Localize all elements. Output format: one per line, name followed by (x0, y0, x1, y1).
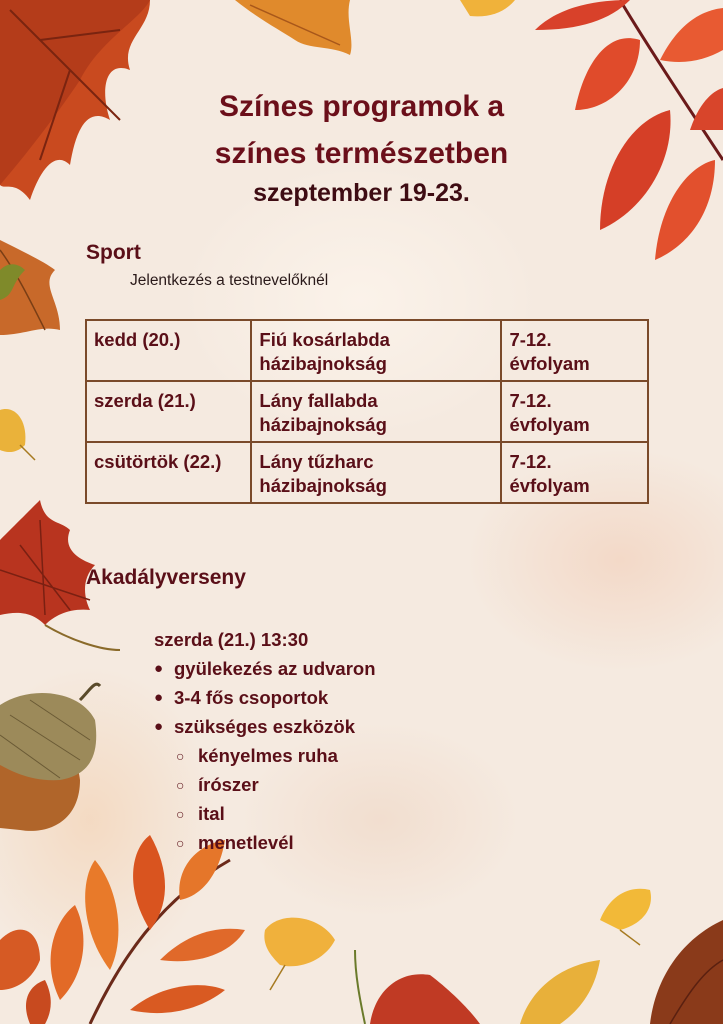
event-time: szerda (21.) 13:30 (154, 629, 309, 650)
sport-signup-note: Jelentkezés a testnevelőknél (130, 272, 329, 289)
grade-cell (501, 381, 648, 442)
table-row (86, 442, 648, 503)
list-item (154, 715, 376, 744)
list-item-text: kényelmes ruha (198, 745, 338, 766)
grade-label: évfolyam (509, 475, 590, 496)
obstacle-race-heading: Akadályverseny (86, 566, 246, 589)
day-cell: csütörtök (22.) (86, 442, 251, 503)
list-item-text: írószer (198, 774, 259, 795)
grade-range: 7-12. (509, 451, 552, 472)
list-item (154, 657, 376, 686)
list-item-text: szükséges eszközök (174, 716, 355, 737)
day-cell: szerda (21.) (86, 381, 251, 442)
list-item-text: ital (198, 803, 225, 824)
bullet-icon: ● (154, 689, 164, 706)
equipment-sublist (176, 744, 376, 860)
ginkgo-leaf-icon (264, 889, 723, 1024)
list-item-text: 3-4 fős csoportok (174, 687, 329, 708)
event-type: házibajnokság (259, 414, 387, 435)
event-type: házibajnokság (259, 475, 387, 496)
table-row (86, 381, 648, 442)
grade-cell (501, 320, 648, 381)
title-line-2: színes természetben (214, 137, 509, 170)
bullet-icon: ● (154, 660, 164, 677)
title-line-1: Színes programok a (218, 90, 505, 123)
list-item (176, 802, 376, 831)
ginkgo-leaf-icon (0, 409, 35, 460)
grade-cell (501, 442, 648, 503)
list-item (176, 744, 376, 773)
event-name: Fiú kosárlabda (259, 329, 390, 350)
maple-leaf-icon (0, 240, 60, 335)
event-name: Lány tűzharc (259, 451, 374, 472)
list-item (154, 686, 376, 715)
bullet-icon: ● (154, 718, 164, 735)
table-row (86, 320, 648, 381)
list-item-text: gyülekezés az udvaron (174, 658, 376, 679)
circle-bullet-icon: ○ (176, 806, 185, 822)
list-item (176, 831, 376, 860)
event-cell (251, 381, 501, 442)
event-type: házibajnokság (259, 353, 387, 374)
list-item (176, 773, 376, 802)
acorn-icon (0, 684, 100, 831)
item-list (154, 657, 376, 744)
event-name: Lány fallabda (259, 390, 378, 411)
obstacle-race-details (154, 628, 376, 860)
grade-label: évfolyam (509, 414, 590, 435)
event-cell (251, 320, 501, 381)
day-cell: kedd (20.) (86, 320, 251, 381)
maple-leaf-icon (235, 0, 515, 55)
sport-schedule-table (85, 319, 649, 504)
event-cell (251, 442, 501, 503)
grade-label: évfolyam (509, 353, 590, 374)
grade-range: 7-12. (509, 329, 552, 350)
circle-bullet-icon: ○ (176, 777, 185, 793)
rowan-leaf-icon (535, 0, 723, 260)
list-item-text: menetlevél (198, 832, 294, 853)
sport-heading: Sport (86, 241, 141, 264)
grade-range: 7-12. (509, 390, 552, 411)
rowan-leaf-icon (0, 835, 245, 1024)
date-range: szeptember 19-23. (253, 179, 470, 207)
circle-bullet-icon: ○ (176, 748, 185, 764)
circle-bullet-icon: ○ (176, 835, 185, 851)
